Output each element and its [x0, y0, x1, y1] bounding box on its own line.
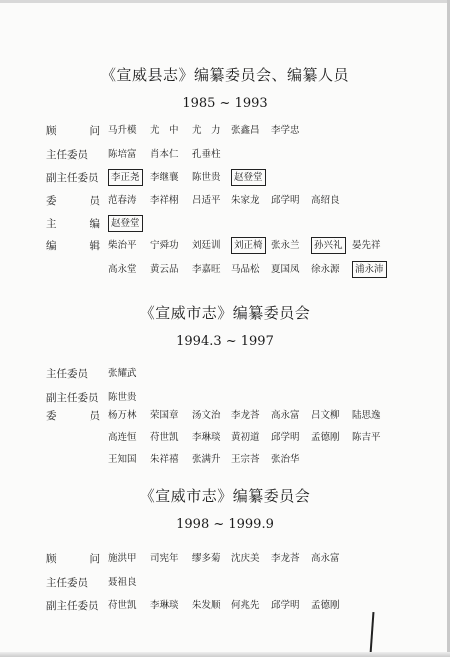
person-name: 高永富 [271, 410, 300, 421]
person-name: 朱家龙 [231, 195, 260, 206]
person-name: 夏国凤 [271, 264, 300, 275]
person-name: 李琳琰 [192, 432, 221, 443]
role-label-text: 副主任委员 [46, 172, 99, 184]
person-name: 陈世贵 [192, 172, 221, 183]
person-name: 柴治平 [108, 240, 137, 251]
section-3-title: 《宣威市志》编纂委员会 [139, 487, 311, 505]
role-label [46, 366, 100, 382]
person-name: 黄云品 [150, 264, 179, 275]
role-label [46, 170, 100, 186]
scan-edge-top [0, 0, 450, 3]
person-name: 王知国 [108, 454, 137, 465]
role-label [46, 390, 100, 406]
role-label [46, 238, 100, 254]
role-label-text: 委 [46, 410, 57, 422]
person-name: 杨万林 [108, 410, 137, 421]
person-name: 李琳琰 [150, 600, 179, 611]
person-name: 孟德刚 [311, 432, 340, 443]
person-name: 张治华 [271, 454, 300, 465]
person-name: 孟德刚 [311, 600, 340, 611]
person-name: 邱学明 [271, 432, 300, 443]
person-name: 晏先祥 [352, 240, 381, 251]
pen-mark [370, 612, 375, 654]
role-label [46, 408, 100, 424]
person-name: 邱学明 [271, 195, 300, 206]
person-name: 陈世贵 [108, 392, 137, 403]
person-name: 汤文治 [192, 410, 221, 421]
person-name: 高永堂 [108, 264, 137, 275]
person-name: 沈庆美 [231, 553, 260, 564]
role-label-text: 主任委员 [46, 368, 88, 380]
boxed-person-name: 李正尧 [108, 169, 143, 186]
section-1-title: 《宣威县志》编纂委员会、编纂人员 [100, 66, 349, 84]
role-label-text: 主任委员 [46, 149, 88, 161]
person-name: 范春涛 [108, 195, 137, 206]
boxed-person-name: 赵登堂 [231, 169, 266, 186]
person-name: 吕文柳 [311, 410, 340, 421]
person-name: 张永兰 [271, 240, 300, 251]
role-label-text: 顾 [46, 553, 57, 565]
person-name: 高连恒 [108, 432, 137, 443]
person-name: 高绍良 [311, 195, 340, 206]
person-name: 尤 中 [150, 125, 179, 136]
person-name: 李嘉旺 [192, 264, 221, 275]
role-label-text: 副主任委员 [46, 392, 99, 404]
person-name: 李龙荅 [271, 553, 300, 564]
role-label [46, 598, 100, 614]
person-name: 施洪甲 [108, 553, 137, 564]
person-name: 高永富 [311, 553, 340, 564]
role-label [46, 575, 100, 591]
person-name: 肖本仁 [150, 149, 179, 160]
section-2-title: 《宣威市志》编纂委员会 [139, 304, 311, 322]
scan-edge-bottom [0, 652, 450, 657]
person-name: 何兆先 [231, 600, 260, 611]
role-label-text: 员 [89, 195, 100, 207]
section-1-dates: 1985 ~ 1993 [182, 96, 268, 111]
boxed-person-name: 浦永沛 [352, 261, 387, 278]
person-name: 司宪年 [150, 553, 179, 564]
person-name: 李继襄 [150, 172, 179, 183]
person-name: 邱学明 [271, 600, 300, 611]
person-name: 陆思逸 [352, 410, 381, 421]
person-name: 吕适平 [192, 195, 221, 206]
role-label [46, 193, 100, 209]
person-name: 荣国章 [150, 410, 179, 421]
section-2-dates: 1994.3 ~ 1997 [176, 334, 274, 349]
person-name: 李龙荅 [231, 410, 260, 421]
person-name: 宁舜功 [150, 240, 179, 251]
role-label [46, 123, 100, 139]
person-name: 尤 力 [192, 125, 221, 136]
role-label-text: 问 [89, 125, 100, 137]
role-label-text: 问 [89, 553, 100, 565]
person-name: 苻世凯 [150, 432, 179, 443]
person-name: 张耀武 [108, 368, 137, 379]
role-label [46, 147, 100, 163]
role-label-text: 编 [89, 218, 100, 230]
role-label-text: 主任委员 [46, 577, 88, 589]
person-name: 苻世凯 [108, 600, 137, 611]
person-name: 徐永源 [311, 264, 340, 275]
person-name: 陈吉平 [352, 432, 381, 443]
boxed-person-name: 赵登堂 [108, 215, 143, 232]
person-name: 王宗荅 [231, 454, 260, 465]
person-name: 马升模 [108, 125, 137, 136]
role-label [46, 216, 100, 232]
person-name: 刘廷训 [192, 240, 221, 251]
boxed-person-name: 孙兴礼 [311, 237, 346, 254]
role-label-text: 主 [46, 218, 57, 230]
person-name: 朱发顺 [192, 600, 221, 611]
boxed-person-name: 刘正椅 [231, 237, 266, 254]
person-name: 朱祥禧 [150, 454, 179, 465]
person-name: 张满升 [192, 454, 221, 465]
person-name: 孔垂柱 [192, 149, 221, 160]
person-name: 马品松 [231, 264, 260, 275]
role-label-text: 员 [89, 410, 100, 422]
person-name: 李学忠 [271, 125, 300, 136]
person-name: 黄初道 [231, 432, 260, 443]
person-name: 张鑫昌 [231, 125, 260, 136]
person-name: 聂祖良 [108, 577, 137, 588]
person-name: 李祥栩 [150, 195, 179, 206]
section-3-dates: 1998 ~ 1999.9 [176, 517, 274, 532]
role-label-text: 编 [46, 240, 57, 252]
role-label-text: 顾 [46, 125, 57, 137]
role-label-text: 委 [46, 195, 57, 207]
person-name: 缪多菊 [192, 553, 221, 564]
role-label-text: 副主任委员 [46, 600, 99, 612]
role-label-text: 辑 [89, 240, 100, 252]
role-label [46, 551, 100, 567]
person-name: 陈培富 [108, 149, 137, 160]
